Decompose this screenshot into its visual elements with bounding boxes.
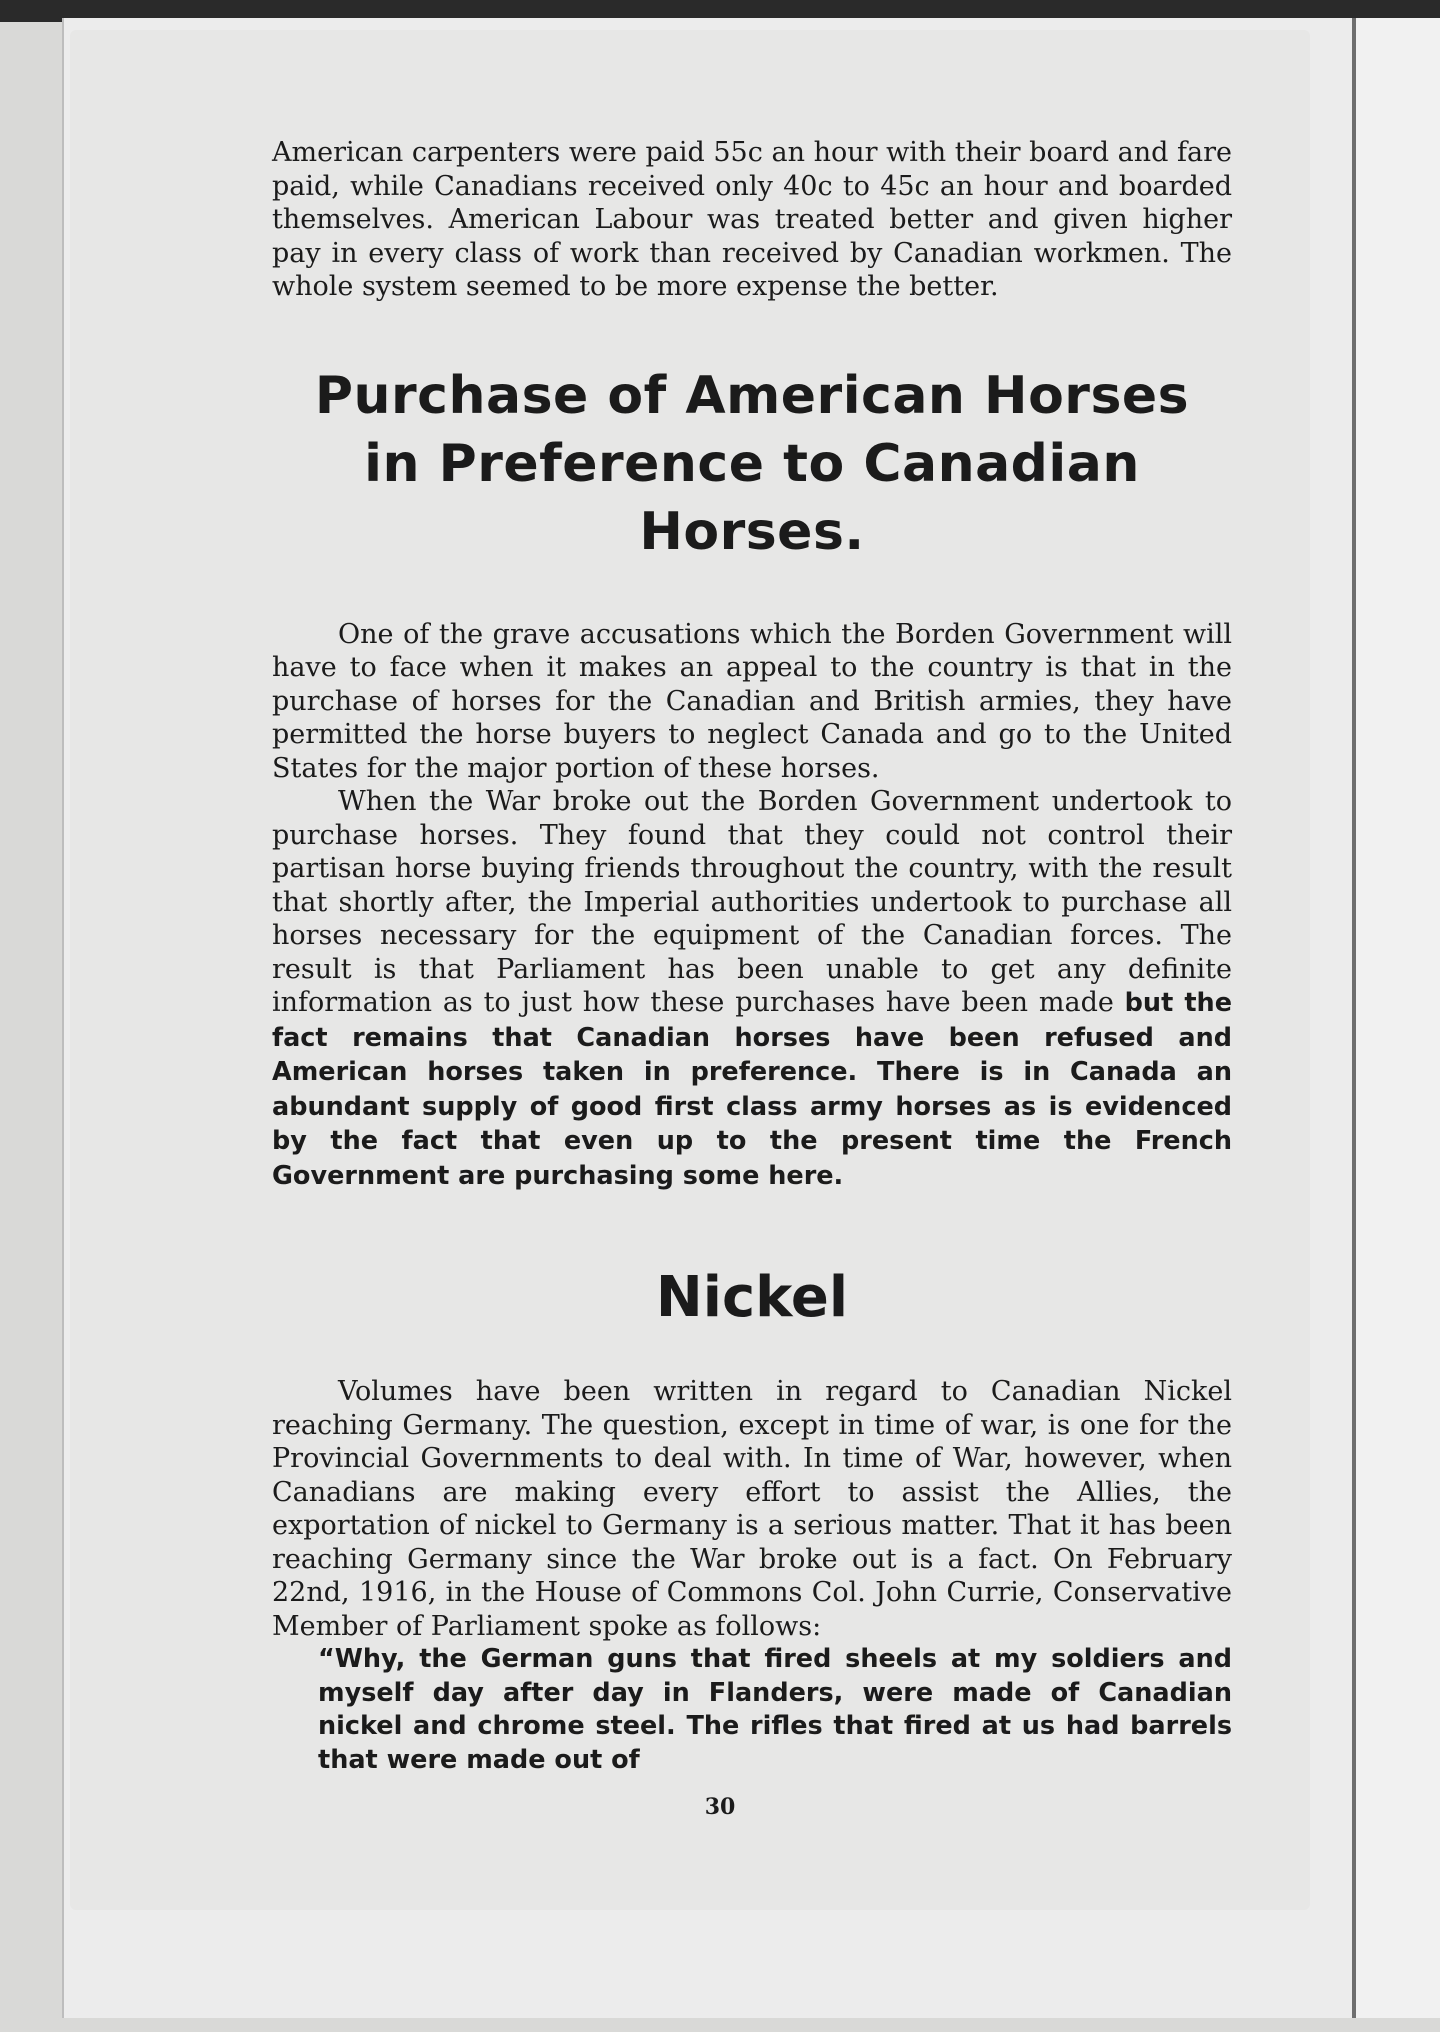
horses-paragraph-2-bold: but the fact remains that Canadian horses have been refused and American horses taken in preference. There is in Canada an abundant supply of good first class army horses as is evidenced by the fact that even up to the present time the French Government are purchasing some here. bbox=[272, 988, 1232, 1191]
nickel-paragraph-1: Volumes have been written in regard to Canadian Nickel reaching Germany. The question, except in time of war, is one for the Provincial Governments to deal with. In time of War, however, when Canadians are making every effort to assist the Allies, the exportation of nickel to Germany is a serious matter. That it has been reaching Germany since the War broke out is a fact. On February 22nd, 1916, in the House of Commons Col. John Currie, Conservative Member of Parliament spoke as follows: bbox=[272, 1376, 1232, 1642]
horses-paragraph-2-regular: When the War broke out the Borden Government undertook to purchase horses. They found that they could not control their partisan horse buying friends throughout the country, with the result that shortly after, the Imperial authorities undertook to purchase all horses necessary for the equipment of the Canadian forces. The result is that Parliament has been unable to get any definite information as to just how these purchases have been made bbox=[272, 786, 1232, 1018]
intro-paragraph: American carpenters were paid 55c an hour with their board and fare paid, while Canadians received only 40c to 45c an hour and boarded themselves. American Labour was treated better and given higher pay in every class of work than received by Canadian workmen. The whole system seemed to be more expense the better. bbox=[272, 137, 1232, 302]
adjacent-page-edge bbox=[1356, 18, 1440, 2018]
horses-paragraph-2 bbox=[272, 785, 1232, 1193]
currie-quote: “Why, the German guns that fired sheels at my soldiers and myself day after day in Flanders, were made of Canadian nickel and chrome steel. The rifles that fired at us had barrels that were made out of bbox=[318, 1644, 1232, 1775]
heading-line-1: Purchase of American Horses bbox=[314, 365, 1190, 426]
heading-line-3: Horses. bbox=[639, 501, 865, 562]
horses-paragraph-1: One of the grave accusations which the Borden Government will have to face when it makes an appeal to the country is that in the purchase of horses for the Canadian and British armies, they have permitted the horse buyers to neglect Canada and go to the United States for the major portion of these horses. bbox=[272, 618, 1232, 784]
heading-line-2: in Preference to Canadian bbox=[364, 433, 1140, 494]
page-number: 30 bbox=[704, 1794, 736, 1820]
section-heading-nickel: Nickel bbox=[655, 1265, 849, 1330]
section-heading-horses bbox=[272, 362, 1232, 566]
page-content bbox=[272, 136, 1232, 1777]
